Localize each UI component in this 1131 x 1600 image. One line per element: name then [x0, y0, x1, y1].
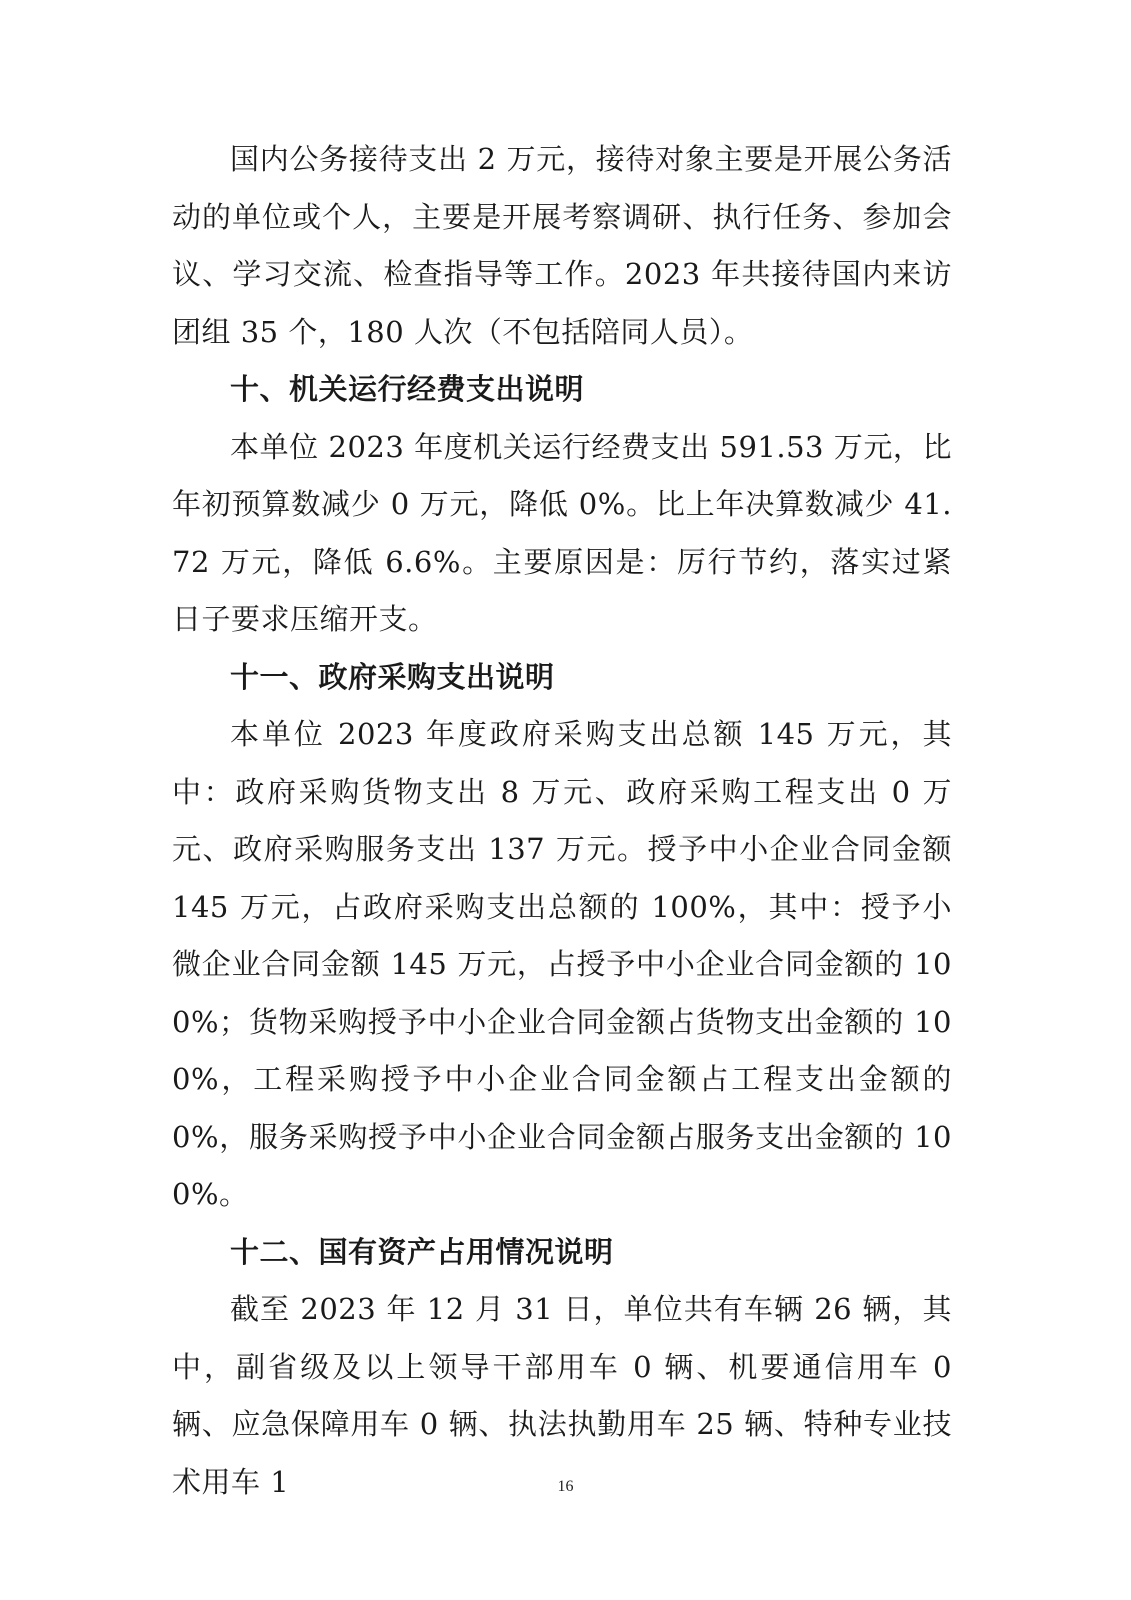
section-12-paragraph: 截至 2023 年 12 月 31 日，单位共有车辆 26 辆，其中，副省级及以上领导干部用车 0 辆、机要通信用车 0 辆、应急保障用车 0 辆、执法执勤用车 25 辆、特种专业技术用车 1: [172, 1292, 952, 1499]
reception-paragraph: 国内公务接待支出 2 万元，接待对象主要是开展公务活动的单位或个人，主要是开展考察调研、执行任务、参加会议、学习交流、检查指导等工作。2023 年共接待国内来访团组 35 个，180 人次（不包括陪同人员）。: [172, 142, 952, 349]
document-body: [172, 131, 952, 1511]
section-10-heading: 十、机关运行经费支出说明: [230, 372, 585, 406]
section-11-paragraph: 本单位 2023 年度政府采购支出总额 145 万元，其中：政府采购货物支出 8 万元、政府采购工程支出 0 万元、政府采购服务支出 137 万元。授予中小企业合同金额 145 万元，占政府采购支出总额的 100%，其中：授予小微企业合同金额 145 万元，占授予中小企业合同金额的 100%；货物采购授予中小企业合同金额占货物支出金额的 100%，工程采购授予中小企业合同金额占工程支出金额的 0%，服务采购授予中小企业合同金额占服务支出金额的 100%。: [172, 717, 952, 1211]
section-10-paragraph: 本单位 2023 年度机关运行经费支出 591.53 万元，比年初预算数减少 0 万元，降低 0%。比上年决算数减少 41.72 万元，降低 6.6%。主要原因是：厉行节约，落实过紧日子要求压缩开支。: [172, 429, 952, 636]
section-11-heading: 十一、政府采购支出说明: [230, 659, 555, 694]
page-number: 16: [557, 1478, 574, 1495]
section-12-heading: 十二、国有资产占用情况说明: [230, 1234, 614, 1269]
